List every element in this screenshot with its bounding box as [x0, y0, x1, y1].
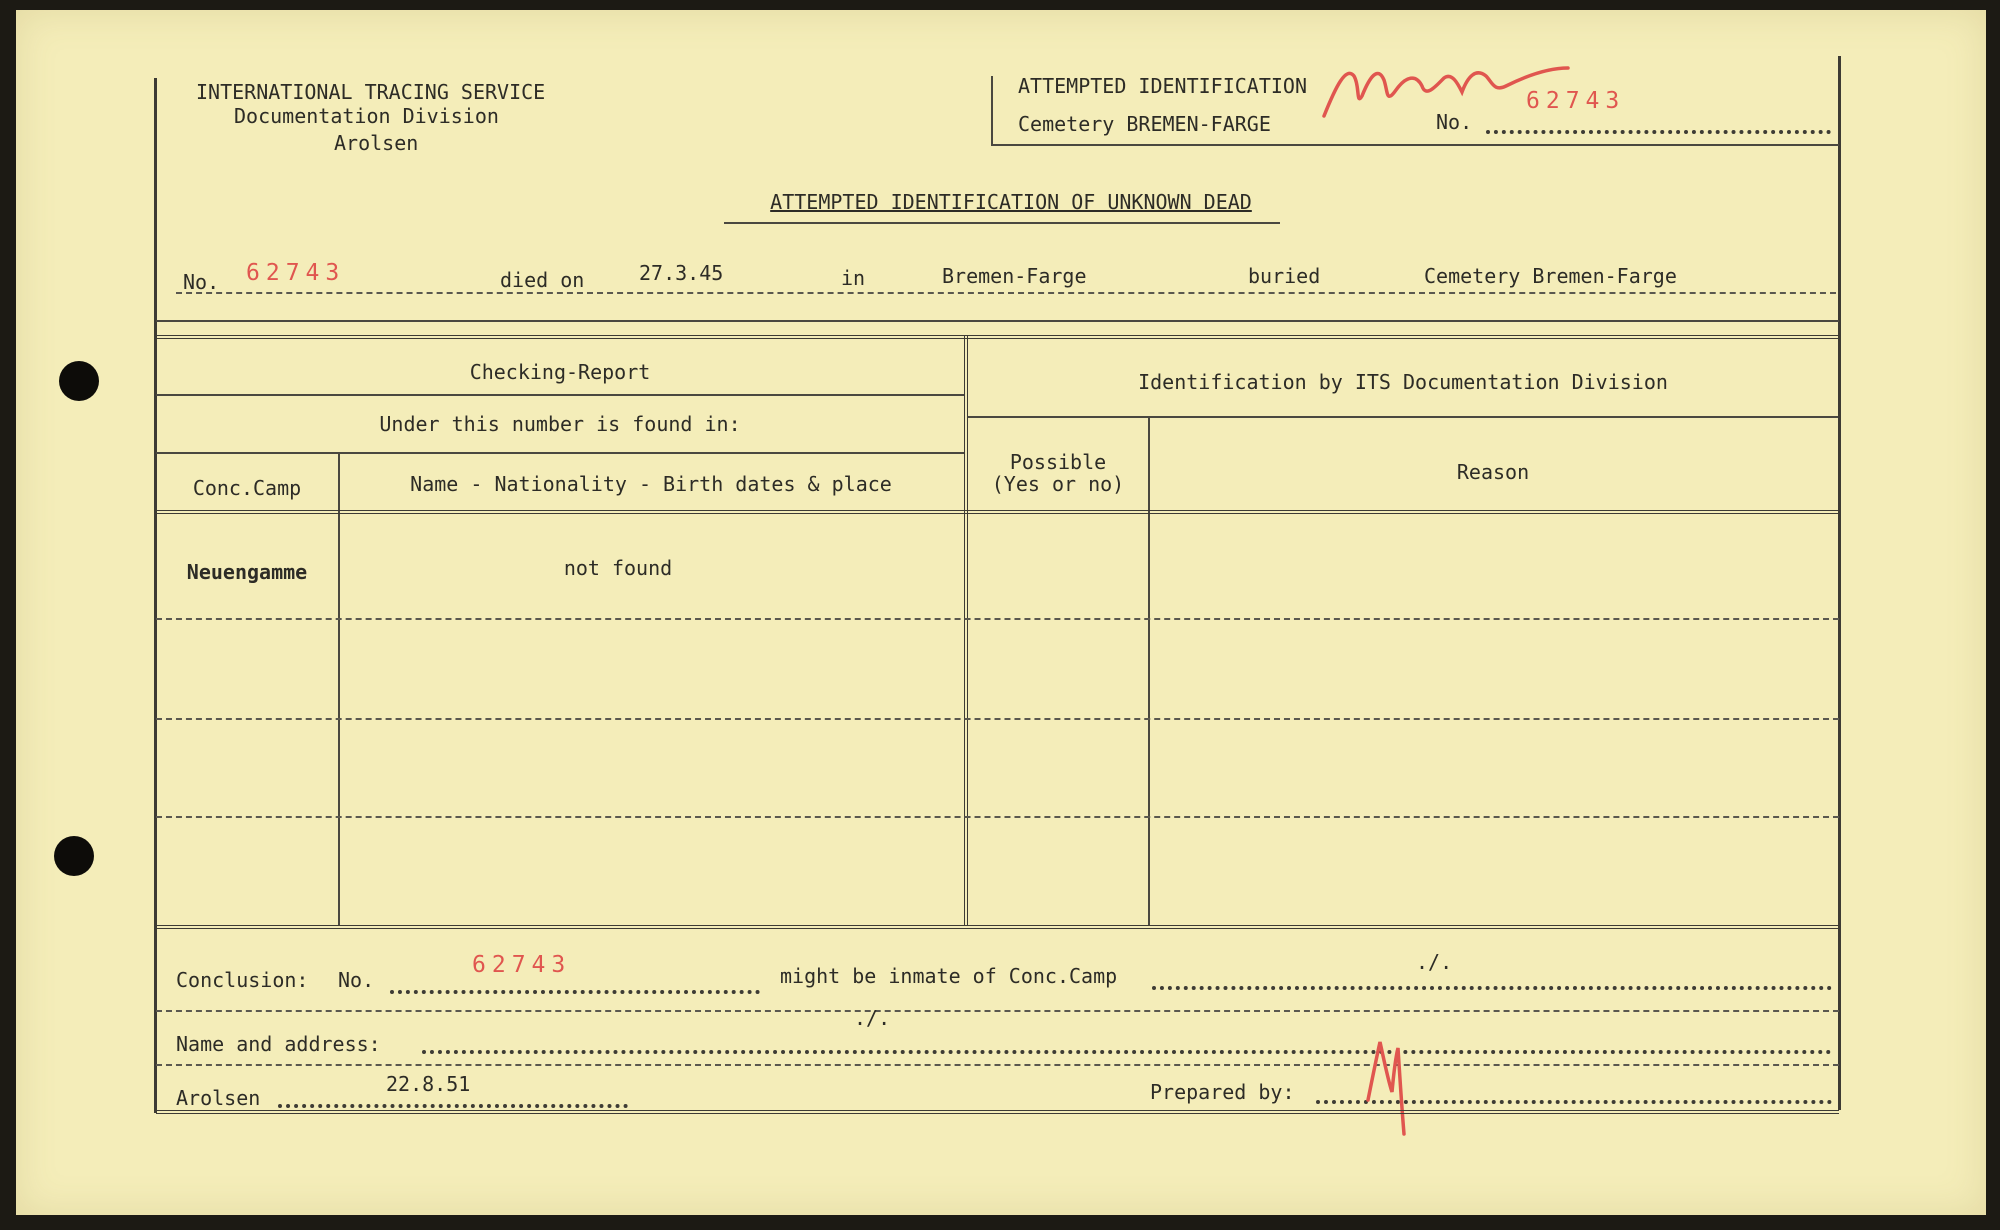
punch-hole-bottom — [54, 836, 94, 876]
table-top-border — [156, 335, 1839, 339]
record-no-label: No. — [183, 270, 220, 294]
col-header-details: Name - Nationality - Birth dates & place — [410, 472, 892, 496]
record-died-value: 27.3.45 — [639, 261, 724, 285]
conclusion-no-label: No. — [338, 968, 375, 992]
left-title-rule — [156, 394, 964, 396]
name-address-label: Name and address: — [176, 1032, 381, 1056]
left-subtitle-rule — [156, 452, 964, 454]
record-in-label: in — [841, 266, 866, 290]
org-location: Arolsen — [334, 131, 419, 155]
table-bottom-border — [156, 925, 1839, 929]
identification-title: Identification by ITS Documentation Division — [1138, 370, 1668, 394]
form-bottom-border — [156, 1110, 1839, 1114]
table-header-bottom — [156, 510, 1839, 514]
arolsen-label: Arolsen — [176, 1086, 261, 1110]
row-1-camp: Neuengamme — [186, 560, 308, 584]
document-card — [16, 10, 1986, 1215]
table-row-rule-3 — [156, 816, 1839, 818]
frame-right-border — [1838, 56, 1841, 1110]
col-header-possible-2: (Yes or no) — [991, 472, 1125, 496]
date-dots — [278, 1104, 628, 1108]
record-buried-value: Cemetery Bremen-Farge — [1424, 264, 1677, 288]
handwritten-initial-mark — [1358, 1030, 1418, 1140]
org-name: INTERNATIONAL TRACING SERVICE — [196, 80, 546, 104]
frame-left-border — [154, 78, 157, 1113]
org-division: Documentation Division — [234, 104, 499, 128]
header-no-value: 62743 — [1526, 88, 1626, 114]
table-row-rule-2 — [156, 718, 1839, 720]
record-no-value: 62743 — [246, 260, 346, 286]
header-box-title: ATTEMPTED IDENTIFICATION — [1018, 74, 1307, 98]
record-rule — [156, 320, 1839, 322]
header-no-label: No. — [1436, 110, 1473, 134]
row-1-details: not found — [563, 556, 673, 580]
record-baseline — [176, 292, 1836, 294]
handwritten-none-scribble — [1316, 46, 1576, 126]
right-title-rule — [968, 416, 1838, 418]
prepared-by-label: Prepared by: — [1150, 1080, 1295, 1104]
date-value: 22.8.51 — [386, 1072, 471, 1096]
conclusion-rule-2 — [156, 1064, 1839, 1066]
right-col-divider — [1148, 416, 1150, 925]
name-address-value: ./. — [854, 1006, 891, 1030]
conclusion-no-value: 62743 — [472, 952, 572, 978]
header-cemetery: Cemetery BREMEN-FARGE — [1018, 112, 1271, 136]
record-buried-label: buried — [1248, 264, 1321, 288]
table-center-divider — [964, 335, 972, 925]
conclusion-no-dots — [390, 990, 760, 994]
form-title: ATTEMPTED IDENTIFICATION OF UNKNOWN DEAD — [770, 190, 1252, 214]
form-title-underline — [724, 222, 1280, 224]
punch-hole-top — [59, 361, 99, 401]
header-no-dots — [1486, 130, 1831, 134]
header-box-left — [991, 76, 993, 144]
conclusion-label: Conclusion: — [176, 968, 309, 992]
record-place-value: Bremen-Farge — [942, 264, 1087, 288]
conclusion-inmate-value: ./. — [1416, 950, 1453, 974]
col-header-reason: Reason — [1456, 460, 1530, 484]
table-row-rule-1 — [156, 618, 1839, 620]
header-box-bottom — [991, 144, 1839, 146]
conclusion-rule-1 — [156, 1010, 1839, 1012]
col-header-camp: Conc.Camp — [192, 476, 302, 500]
checking-report-title: Checking-Report — [469, 360, 651, 384]
left-col-divider — [338, 452, 340, 925]
conclusion-inmate-dots — [1152, 986, 1832, 990]
record-died-label: died on — [500, 268, 585, 292]
name-address-dots — [422, 1050, 1832, 1054]
conclusion-inmate-label: might be inmate of Conc.Camp — [780, 964, 1118, 988]
col-header-possible-1: Possible — [1009, 450, 1107, 474]
checking-report-subtitle: Under this number is found in: — [379, 412, 741, 436]
